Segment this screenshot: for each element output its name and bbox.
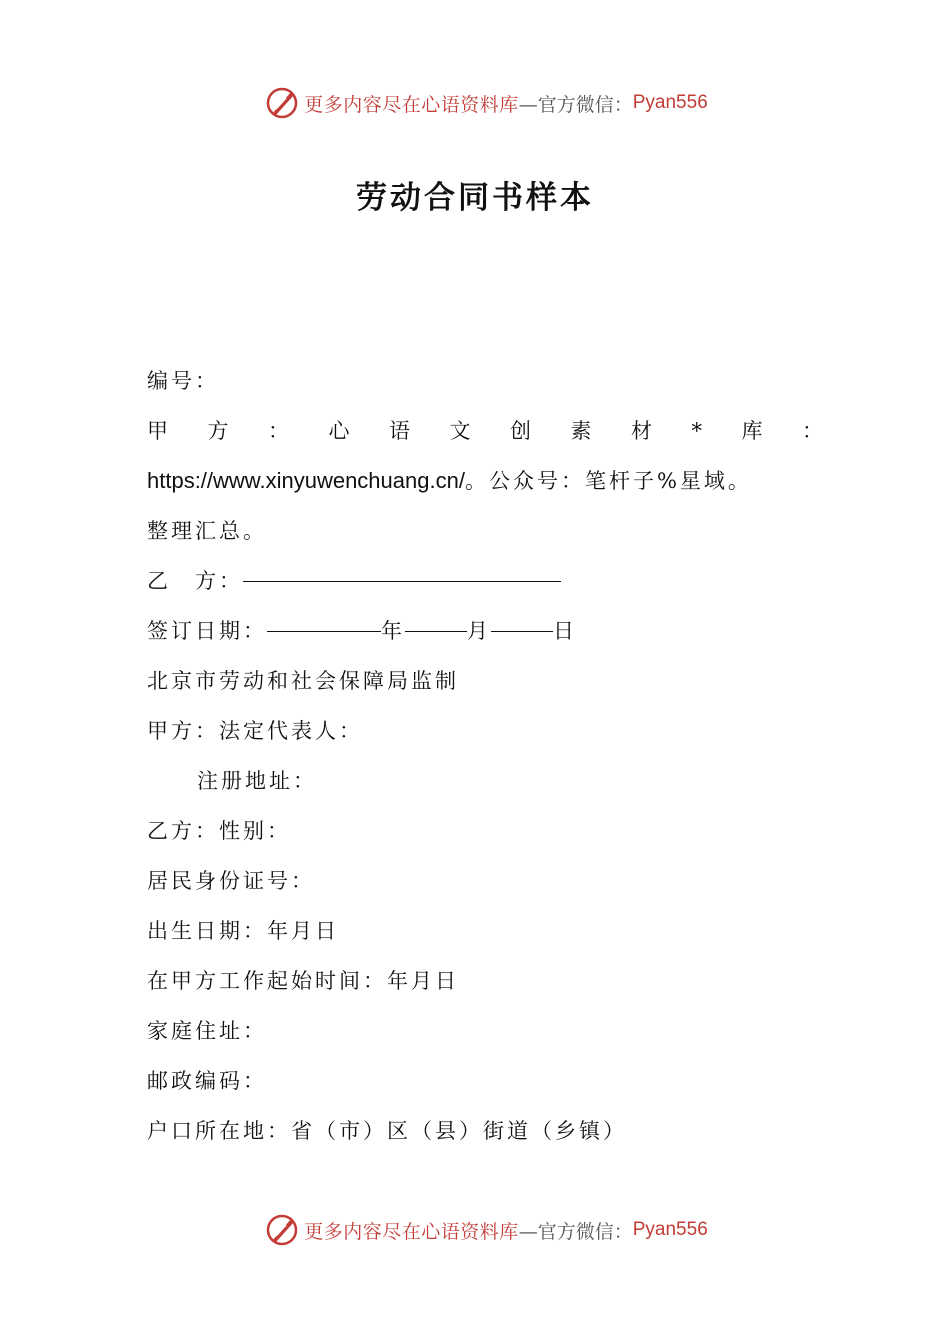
sign-year-blank[interactable] — [267, 603, 381, 632]
header-banner — [0, 83, 950, 123]
website-suffix: 。公众号：笔杆子%星域。 — [464, 469, 752, 493]
party-b-line — [147, 556, 823, 606]
party-a-char: 素 — [570, 419, 592, 443]
banner-wechat-id: Pyan556 — [632, 1219, 708, 1240]
party-a-char: ： — [802, 419, 823, 443]
party-a-char: * — [691, 419, 702, 443]
party-a-char: 材 — [631, 419, 652, 443]
quill-pen-logo-icon — [264, 85, 300, 121]
party-a-char: 心 — [328, 419, 350, 443]
party-a-char: 甲 — [147, 419, 168, 443]
banner-wechat-label: —官方微信： — [518, 93, 633, 116]
banner-wechat-label: —官方微信： — [518, 1220, 633, 1243]
party-a-address: 注册地址： — [197, 769, 317, 793]
party-a-representative: 甲方：法定代表人： — [147, 719, 363, 743]
party-a-char: 文 — [449, 419, 471, 443]
party-a-char: 库 — [741, 419, 763, 443]
banner-wechat-id: Pyan556 — [632, 92, 708, 113]
supervisor-line: 北京市劳动和社会保障局监制 — [147, 669, 459, 693]
website-url[interactable]: https://www.xinyuwenchuang.cn/ — [147, 468, 465, 493]
party-a-char: 创 — [510, 419, 531, 443]
sign-date-label: 签订日期： — [147, 619, 267, 643]
home-address-line: 家庭住址： — [147, 1019, 267, 1043]
banner-slogan: 更多内容尽在心语资料库 — [304, 93, 519, 116]
sign-date-line — [147, 606, 823, 656]
party-a-char: ： — [268, 419, 289, 443]
banner-slogan: 更多内容尽在心语资料库 — [304, 1220, 519, 1243]
party-b-label: 乙 方： — [147, 569, 243, 593]
party-a-char: 方 — [207, 419, 229, 443]
id-number-line: 居民身份证号： — [147, 869, 315, 893]
quill-pen-logo-icon — [264, 1212, 300, 1248]
document-title: 劳动合同书样本 — [356, 180, 594, 216]
birth-date-line: 出生日期：年月日 — [147, 919, 339, 943]
sign-day-blank[interactable] — [491, 603, 553, 632]
year-label: 年 — [381, 619, 405, 643]
party-a-char: 语 — [389, 419, 410, 443]
hukou-line: 户口所在地：省（市）区（县）街道（乡镇） — [147, 1119, 627, 1143]
website-line — [147, 456, 823, 506]
month-label: 月 — [467, 619, 491, 643]
summary-line: 整理汇总。 — [147, 519, 267, 543]
document-body — [147, 356, 823, 1156]
day-label: 日 — [553, 619, 577, 643]
party-b-gender: 乙方：性别： — [147, 819, 291, 843]
start-time-line: 在甲方工作起始时间：年月日 — [147, 969, 459, 993]
sign-month-blank[interactable] — [405, 603, 467, 632]
footer-banner — [0, 1210, 950, 1250]
party-b-blank[interactable] — [243, 553, 561, 582]
party-a-line — [147, 406, 823, 456]
contract-number: 编号： — [147, 369, 219, 393]
postcode-line: 邮政编码： — [147, 1069, 267, 1093]
